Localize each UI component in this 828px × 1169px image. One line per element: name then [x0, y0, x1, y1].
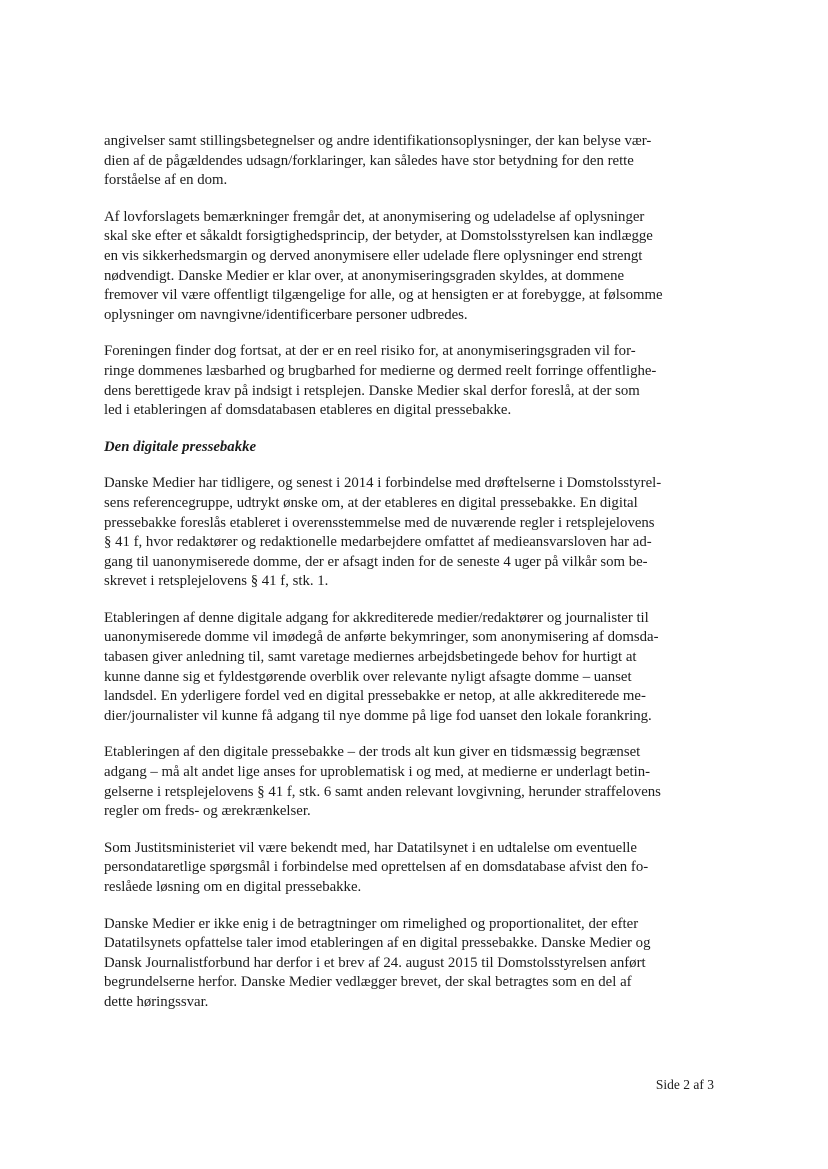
text-line: gelserne i retsplejelovens § 41 f, stk. 6 samt anden relevant lovgivning, herunder straffelovens	[104, 783, 661, 800]
text-line: dien af de pågældendes udsagn/forklaringer, kan således have stor betydning for den rette	[104, 152, 634, 169]
document-body	[104, 132, 716, 1013]
text-line: persondataretlige spørgsmål i forbindelse med oprettelsen af en domsdatabase afvist den fo-	[104, 859, 649, 876]
text-line: forståelse af en dom.	[104, 172, 228, 189]
text-line: reslåede løsning om en digital pressebakke.	[104, 879, 362, 895]
text-line: Som Justitsministeriet vil være bekendt med, har Datatilsynet i en udtalelse om eventuelle	[104, 839, 637, 856]
text-line: led i etableringen af domsdatabasen etableres en digital pressebakke.	[104, 402, 512, 419]
section-heading: Den digitale pressebakke	[104, 438, 257, 455]
text-line: Dansk Journalistforbund har derfor i et brev af 24. august 2015 til Domstolsstyrelsen anført	[104, 954, 646, 971]
paragraph-7	[104, 839, 716, 898]
text-line: Etableringen af denne digitale adgang for akkrediterede medier/redaktører og journalister til	[104, 609, 649, 626]
paragraph-1	[104, 132, 716, 191]
text-line: dette høringssvar.	[104, 993, 209, 1010]
text-line: oplysninger om navngivne/identificerbare personer udbredes.	[104, 306, 468, 323]
text-line: tabasen giver anledning til, samt varetage mediernes arbejdsbetingede behov for hurtigt at	[104, 649, 637, 666]
text-line: en vis sikkerhedsmargin og derved anonymisere eller udelade flere oplysninger end strengt	[104, 247, 643, 264]
text-line: ringe dommenes læsbarhed og brugbarhed for medierne og dermed reelt forringe offentlighe-	[104, 362, 657, 379]
paragraph-4	[104, 474, 716, 592]
paragraph-2	[104, 208, 716, 326]
text-line: nødvendigt. Danske Medier er klar over, at anonymiseringsgraden skyldes, at dommene	[104, 267, 625, 284]
text-line: skrevet i retsplejelovens § 41 f, stk. 1.	[104, 573, 329, 590]
text-line: regler om freds- og ærekrænkelser.	[104, 803, 311, 820]
text-line: Etableringen af den digitale pressebakke – der trods alt kun giver en tidsmæssig begrænset	[104, 744, 641, 761]
text-line: Af lovforslagets bemærkninger fremgår det, at anonymisering og udeladelse af oplysninger	[104, 208, 645, 225]
text-line: § 41 f, hvor redaktører og redaktionelle medarbejdere omfattet af medieansvarsloven har ad-	[104, 534, 652, 551]
text-line: Datatilsynets opfattelse taler imod etableringen af en digital pressebakke. Danske Medier og	[104, 935, 651, 952]
text-line: uanonymiserede domme vil imødegå de anførte bekymringer, som anonymisering af domsda-	[104, 629, 659, 646]
paragraph-8	[104, 915, 716, 1013]
text-line: pressebakke foreslås etableret i overensstemmelse med de nuværende regler i retsplejelovens	[104, 514, 655, 531]
text-line: fremover vil være offentligt tilgængelige for alle, og at hensigten er at forebygge, at følsomme	[104, 287, 663, 304]
text-line: Danske Medier har tidligere, og senest i 2014 i forbindelse med drøftelserne i Domstolsstyrel-	[104, 475, 662, 492]
paragraph-5	[104, 609, 716, 727]
paragraph-6	[104, 743, 716, 821]
text-line: sens referencegruppe, udtrykt ønske om, at der etableres en digital pressebakke. En digital	[104, 494, 638, 511]
text-line: Danske Medier er ikke enig i de betragtninger om rimelighed og proportionalitet, der efter	[104, 915, 639, 932]
text-line: adgang – må alt andet lige anses for uproblematisk i og med, at medierne er underlagt betin-	[104, 764, 651, 781]
text-line: dens berettigede krav på indsigt i retsplejen. Danske Medier skal derfor foreslå, at der som	[104, 382, 640, 399]
text-line: angivelser samt stillingsbetegnelser og andre identifikationsoplysninger, der kan belyse vær-	[104, 133, 652, 149]
text-line: begrundelserne herfor. Danske Medier vedlægger brevet, der skal betragtes som en del af	[104, 974, 632, 991]
page-number: Side 2 af 3	[655, 1077, 714, 1092]
text-line: skal ske efter et såkaldt forsigtighedsprincip, der betyder, at Domstolsstyrelsen kan indlægge	[104, 228, 653, 245]
text-line: gang til uanonymiserede domme, der er afsagt inden for de seneste 4 uger på vilkår som be-	[104, 553, 648, 570]
text-line: dier/journalister vil kunne få adgang til nye domme på lige fod uanset den lokale forankring.	[104, 707, 652, 724]
text-line: landsdel. En yderligere fordel ved en digital pressebakke er netop, at alle akkrediterede me-	[104, 688, 646, 705]
text-line: kunne danne sig et fyldestgørende overblik over relevante nyligt afsagte domme – uanset	[104, 668, 632, 685]
paragraph-3	[104, 342, 716, 420]
text-line: Foreningen finder dog fortsat, at der er en reel risiko for, at anonymiseringsgraden vil for-	[104, 343, 636, 360]
